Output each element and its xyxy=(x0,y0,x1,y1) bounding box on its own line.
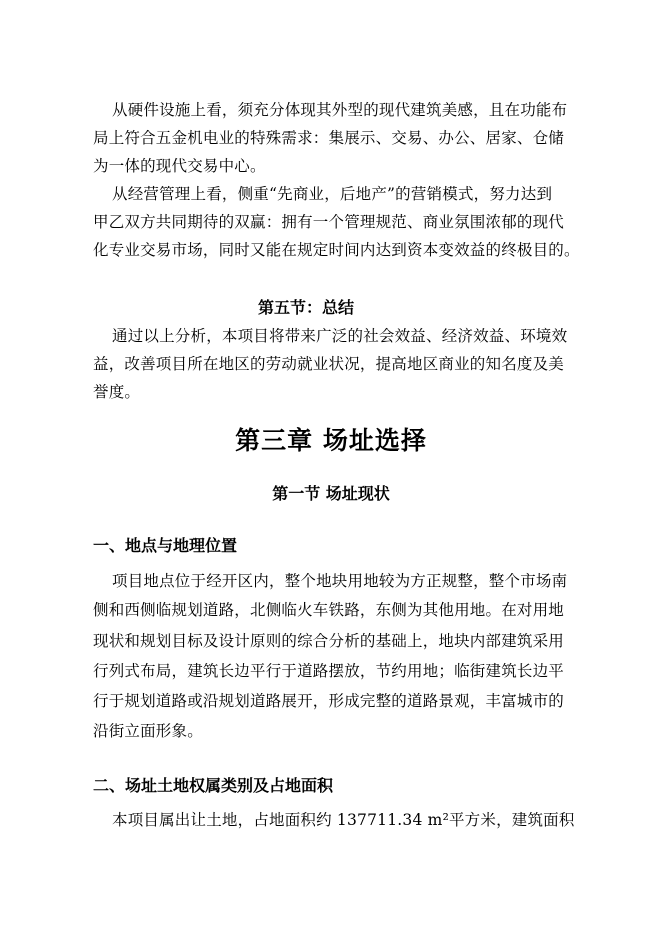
subsection-1-line-5: 行于规划道路或沿规划道路展开，形成完整的道路景观，丰富城市的 xyxy=(93,692,565,710)
subsection-1-line-3: 现状和规划目标及设计原则的综合分析的基础上，地块内部建筑采用 xyxy=(93,632,565,650)
para-management-line-2: 甲乙双方共同期待的双赢：拥有一个管理规范、商业氛围浓郁的现代 xyxy=(93,213,565,231)
subsection-1-line-1: 项目地点位于经开区内，整个地块用地较为方正规整，整个市场南 xyxy=(112,572,568,590)
para-hardware-line-1: 从硬件设施上看，须充分体现其外型的现代建筑美感，且在功能布 xyxy=(112,101,568,119)
para-hardware-line-3: 为一体的现代交易中心。 xyxy=(93,157,266,175)
section-5-line-3: 誉度。 xyxy=(93,383,141,401)
subsection-1-line-2: 侧和西侧临规划道路，北侧临火车铁路，东侧为其他用地。在对用地 xyxy=(93,601,565,619)
section-1-title: 第一节 场址现状 xyxy=(272,484,390,503)
section-5-line-1: 通过以上分析，本项目将带来广泛的社会效益、经济效益、环境效 xyxy=(112,327,568,345)
subsection-1-title: 一、地点与地理位置 xyxy=(93,536,238,555)
para-hardware-line-2: 局上符合五金机电业的特殊需求：集展示、交易、办公、居家、仓储 xyxy=(93,129,565,147)
section-5-title: 第五节：总结 xyxy=(258,298,355,317)
subsection-1-line-4: 行列式布局，建筑长边平行于道路摆放，节约用地；临街建筑长边平 xyxy=(93,662,565,680)
para-management-line-3: 化专业交易市场，同时又能在规定时间内达到资本变效益的终极目的。 xyxy=(93,241,580,259)
subsection-1-line-6: 沿街立面形象。 xyxy=(93,722,203,740)
subsection-2-title: 二、场址土地权属类别及占地面积 xyxy=(93,776,334,795)
subsection-2-line-1: 本项目属出让土地，占地面积约 137711.34 m²平方米，建筑面积 xyxy=(112,811,575,829)
section-5-line-2: 益，改善项目所在地区的劳动就业状况，提高地区商业的知名度及美 xyxy=(93,355,565,373)
para-management-line-1: 从经营管理上看，侧重“先商业，后地产”的营销模式，努力达到 xyxy=(112,185,553,203)
chapter-title: 第三章 场址选择 xyxy=(235,426,427,455)
